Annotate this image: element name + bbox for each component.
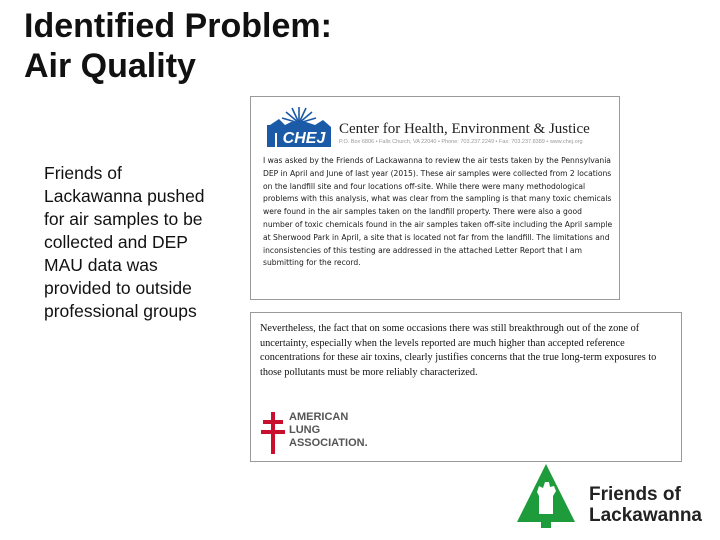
friends-of-lackawanna-logo <box>515 462 720 528</box>
ala-logo-line-1: AMERICAN <box>289 411 349 423</box>
chej-logo-icon <box>263 103 335 149</box>
chej-letter-excerpt <box>250 96 620 300</box>
chej-address: P.O. Box 6806 • Falls Church, VA 22040 • Phone: 703.237.2249 • Fax: 703.237.8389 • www.chej.org <box>339 139 583 145</box>
ala-logo-line-3: ASSOCIATION. <box>289 437 368 449</box>
friends-of-lackawanna-emblem-icon <box>515 462 577 528</box>
chej-letter-text: I was asked by the Friends of Lackawanna to review the air tests taken by the Pennsylvania DEP in April and June of last year (2015). These air samples were collected from 2 locations on the landfill site and four locations off-site. While there were many methodological problems with this analysis, what was clear from the sampling is that many toxic chemicals were found in the air samples taken on the landfill property. There were also a good number of toxic chemicals found in the air samples taken off-site including the April sample at Sherwood Park in April, a site that is located not far from the landfill. The limitations and inconsistencies of this testing are addressed in the attached Letter Report that I am submitting for the record. <box>263 156 613 268</box>
fol-line-1: Friends of <box>589 484 681 505</box>
title-line-2: Air Quality <box>24 47 196 85</box>
ala-report-excerpt <box>250 312 682 462</box>
chej-logo-text: CHEJ <box>282 130 326 147</box>
slide-title <box>24 6 504 86</box>
title-line-1: Identified Problem: <box>24 7 332 45</box>
ala-logo-wordmark <box>289 411 368 450</box>
fol-line-2: Lackawanna <box>589 505 702 526</box>
lung-association-cross-icon <box>259 410 287 456</box>
ala-logo-line-2: LUNG <box>289 424 321 436</box>
ala-logo <box>259 410 399 456</box>
body-text: Friends of Lackawanna pushed for air samples to be collected and DEP MAU data was provided to outside professional groups <box>44 163 205 321</box>
chej-letterhead <box>263 103 617 149</box>
friends-of-lackawanna-wordmark <box>589 484 702 526</box>
ala-quote-text: Nevertheless, the fact that on some occasions there was still breakthrough out of the zone of uncertainty, especially when the levels reported are much higher than accepted reference concentrations for these air toxins, clearly justifies concerns that the true long-term exposures to those pollutants must be more reliably characterized. <box>260 323 657 378</box>
chej-org-name: Center for Health, Environment & Justice <box>339 121 590 137</box>
